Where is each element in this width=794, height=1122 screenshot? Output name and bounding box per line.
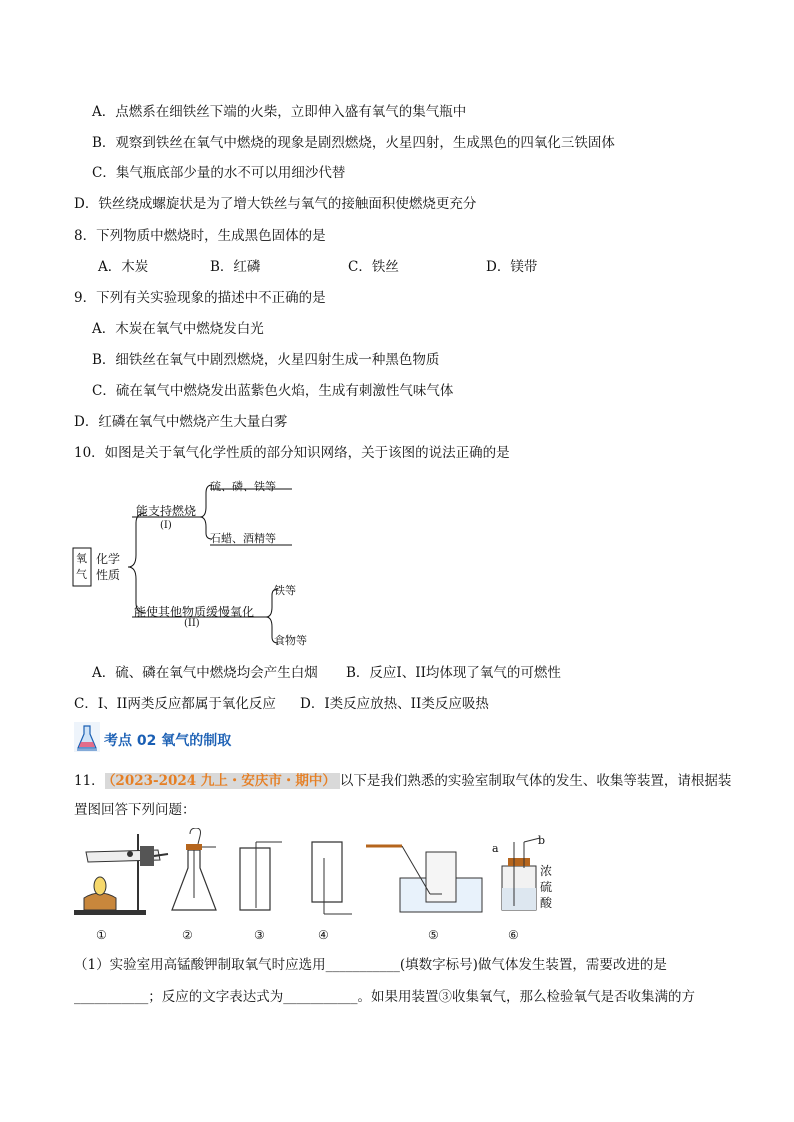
acid-label-3: 酸 [540, 896, 553, 910]
q8-option-a: A．木炭 [98, 259, 149, 275]
flask-icon [74, 722, 100, 752]
diagram-leaf2a: 铁等 [274, 584, 296, 597]
q10-option-a: A．硫、磷在氧气中燃烧均会产生白烟 [92, 665, 318, 681]
diagram-prop-top: 化学 [96, 552, 121, 566]
q7-option-d: D．铁丝绕成螺旋状是为了增大铁丝与氧气的接触面积使燃烧更充分 [74, 196, 477, 212]
q11-number: 11． [74, 773, 105, 789]
q10-option-b: B．反应I、II均体现了氧气的可燃性 [346, 665, 561, 681]
apparatus-1 [74, 834, 168, 915]
q11-stem-line1 [74, 772, 731, 790]
q7-option-c: C．集气瓶底部少量的水不可以用细沙代替 [92, 165, 346, 181]
q9-option-c: C．硫在氧气中燃烧发出蓝紫色火焰，生成有刺激性气味气体 [92, 383, 454, 399]
diagram-root-bottom: 气 [76, 568, 87, 581]
apparatus-label-2: ② [182, 928, 193, 942]
q11-stem-line2: 置图回答下列问题： [74, 802, 196, 818]
apparatus-2 [172, 828, 216, 910]
q11-stem-rest: 以下是我们熟悉的实验室制取气体的发生、收集等装置，请根据装 [339, 773, 732, 789]
apparatus-label-6: ⑥ [508, 928, 519, 942]
apparatus-6-label-b: b [538, 834, 546, 847]
q7-option-b: B．观察到铁丝在氧气中燃烧的现象是剧烈燃烧，火星四射，生成黑色的四氧化三铁固体 [92, 135, 615, 151]
section-title: 考点 02 氧气的制取 [104, 733, 232, 749]
q9-option-d: D．红磷在氧气中燃烧产生大量白雾 [74, 414, 288, 430]
apparatus-5 [366, 846, 482, 912]
q8-stem: 8．下列物质中燃烧时，生成黑色固体的是 [74, 228, 326, 244]
diagram-prop-bottom: 性质 [96, 568, 121, 582]
q11-source-tag: （2023-2024 九上・安庆市・期中） [105, 773, 340, 789]
diagram-branch1: 能支持燃烧 [136, 504, 197, 518]
diagram-leaf2b: 食物等 [274, 634, 307, 647]
q8-option-b: B．红磷 [210, 259, 261, 275]
apparatus-label-5: ⑤ [428, 928, 439, 942]
q8-option-c: C．铁丝 [348, 259, 399, 275]
q10-option-c: C．I、II两类反应都属于氧化反应 [74, 696, 276, 712]
q11-sub1-line1: （1）实验室用高锰酸钾制取氧气时应选用___________(填数字标号)做气体发生装置，需要改进的是 [74, 957, 667, 973]
q9-option-b: B．细铁丝在氧气中剧烈燃烧，火星四射生成一种黑色物质 [92, 352, 440, 368]
apparatus-4 [312, 842, 352, 914]
q7-option-a: A．点燃系在细铁丝下端的火柴，立即伸入盛有氧气的集气瓶中 [92, 104, 467, 120]
apparatus-label-3: ③ [254, 928, 265, 942]
diagram-branch1-tag: (I) [160, 520, 172, 531]
apparatus-label-4: ④ [318, 928, 329, 942]
q11-sub1-line2: ___________；反应的文字表达式为___________。如果用装置③收集氧气，那么检验氧气是否收集满的方 [74, 989, 695, 1005]
apparatus-3 [240, 842, 282, 910]
q10-stem: 10．如图是关于氧气化学性质的部分知识网络，关于该图的说法正确的是 [74, 445, 510, 461]
q8-option-d: D．镁带 [486, 259, 538, 275]
apparatus-6 [502, 838, 540, 910]
diagram-leaf1a: 硫、磷、铁等 [210, 480, 276, 493]
diagram-branch2: 能使其他物质缓慢氧化 [134, 605, 255, 619]
apparatus-6-label-a: a [492, 842, 499, 855]
acid-label-2: 硫 [540, 880, 553, 894]
q9-option-a: A．木炭在氧气中燃烧发白光 [92, 321, 264, 337]
apparatus-label-1: ① [96, 928, 107, 942]
acid-label-1: 浓 [540, 864, 553, 878]
q10-option-d: D．I类反应放热、II类反应吸热 [300, 696, 489, 712]
q9-stem: 9．下列有关实验现象的描述中不正确的是 [74, 290, 326, 306]
diagram-root-top: 氧 [76, 552, 87, 565]
diagram-leaf1b: 石蜡、酒精等 [210, 532, 276, 545]
diagram-branch2-tag: (II) [184, 618, 200, 629]
